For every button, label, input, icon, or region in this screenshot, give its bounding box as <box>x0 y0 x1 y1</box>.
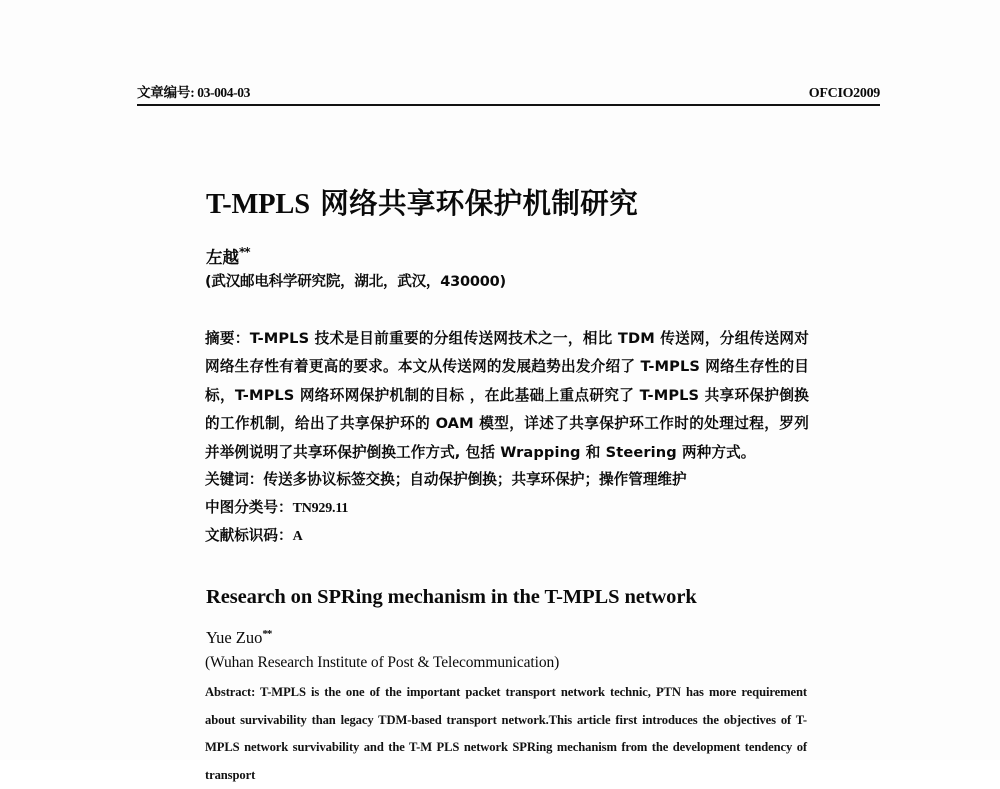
abstract-cn-label: 摘要： <box>205 330 250 347</box>
author-footnote-marker-en: ** <box>262 628 272 640</box>
page-title-cjk: 网络共享环保护机制研究 <box>320 186 639 221</box>
author-name-cn <box>206 241 250 269</box>
keywords-cn <box>205 466 809 494</box>
clc-number-label: 中图分类号： <box>205 499 293 516</box>
header-rule <box>137 104 880 106</box>
author-footnote-marker-cn: ** <box>239 245 250 259</box>
page-title-latin: T-MPLS <box>206 189 310 221</box>
author-name-cn-text: 左越 <box>206 248 239 267</box>
author-name-en-text: Yue Zuo <box>206 628 263 647</box>
keywords-cn-value: 传送多协议标签交换；自动保护倒换；共享环保护；操作管理维护 <box>263 471 687 488</box>
affiliation-en: (Wuhan Research Institute of Post & Telecommunication) <box>205 654 560 671</box>
clc-number-value: TN929.11 <box>292 501 349 516</box>
document-code <box>205 522 809 551</box>
affiliation-cn: (武汉邮电科学研究院，湖北，武汉，430000) <box>205 274 506 290</box>
running-head <box>137 84 880 102</box>
abstract-cn <box>205 325 809 467</box>
article-number <box>137 84 250 102</box>
conference-name: OFCIO2009 <box>808 86 880 101</box>
page-title <box>206 185 638 223</box>
keywords-cn-label: 关键词： <box>205 471 264 488</box>
abstract-en-body: T-MPLS is the one of the important packet transport network technic, PTN has more requirement about survivability than legacy TDM-based transport network.This article first introduces the objectives of T-MPLS network survivability and the T-M PLS network SPRing mechanism from the development tendency of transport <box>205 685 807 782</box>
document-code-label: 文献标识码： <box>205 527 293 544</box>
abstract-cn-body: T-MPLS 技术是目前重要的分组传送网技术之一，相比 TDM 传送网，分组传送网对网络生存性有着更高的要求。本文从传送网的发展趋势出发介绍了 T-MPLS 网络生存性的目标，T-MPLS 网络环网保护机制的目标 ，在此基础上重点研究了 T-MPLS 共享环保护倒换的工作机制，给出了共享保护环的 OAM 模型，详述了共享保护环工作时的处理过程，罗列并举例说明了共享环保护倒换工作方式, 包括 Wrapping 和 Steering 两种方式。 <box>205 330 809 461</box>
document-code-value: A <box>292 529 303 544</box>
article-number-value: : 03-004-03 <box>190 85 250 100</box>
clc-number <box>205 494 809 523</box>
abstract-en-label: Abstract: <box>205 685 256 699</box>
author-name-en <box>206 624 271 648</box>
abstract-en <box>205 679 807 789</box>
page-title-en: Research on SPRing mechanism in the T-MPLS network <box>206 586 697 608</box>
article-number-label: 文章编号 <box>137 85 191 101</box>
